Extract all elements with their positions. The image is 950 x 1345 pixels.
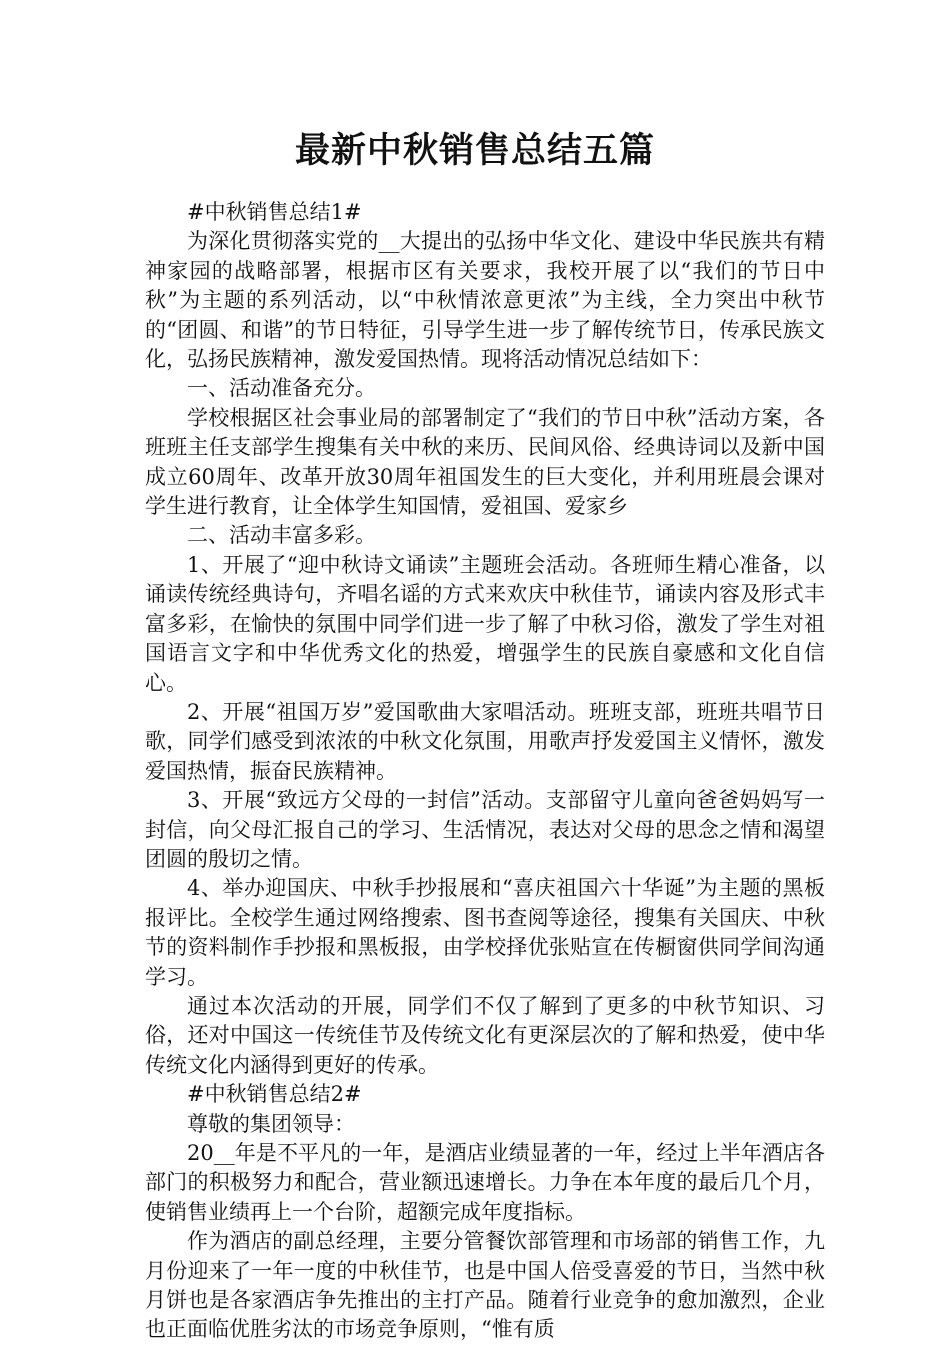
paragraph: 为深化贯彻落实党的__大提出的弘扬中华文化、建设中华民族共有精神家园的战略部署，根据市区有关要求，我校开展了以“我们的节日中秋”为主题的系列活动，以“中秋情浓意更浓”为主线，全力突出中秋节的“团圆、和谐”的节日特征，引导学生进一步了解传统节日，传承民族文化，弘扬民族精神，激发爱国热情。现将活动情况总结如下： (145, 229, 825, 372)
section-heading-2: #中秋销售总结2# (187, 1082, 362, 1107)
paragraph: 作为酒店的副总经理，主要分管餐饮部管理和市场部的销售工作，九月份迎来了一年一度的中秋佳节，也是中国人倍受喜爱的节日，当然中秋月饼也是各家酒店争先推出的主打产品。随着行业竞争的愈加激烈，企业也正面临优胜劣汰的市场竞争原则，“惟有质 (145, 1229, 825, 1342)
paragraph: 一、活动准备充分。 (187, 376, 376, 401)
salutation: 尊敬的集团领导： (187, 1111, 355, 1136)
paragraph: 通过本次活动的开展，同学们不仅了解到了更多的中秋节知识、习俗，还对中国这一传统佳节及传统文化有更深层次的了解和热爱，使中华传统文化内涵得到更好的传承。 (145, 993, 825, 1077)
document-title: 最新中秋销售总结五篇 (294, 131, 655, 171)
document-body (145, 198, 825, 1345)
paragraph: 20__年是不平凡的一年，是酒店业绩显著的一年，经过上半年酒店各部门的积极努力和配合，营业额迅速增长。力争在本年度的最后几个月，使销售业绩再上一个台阶，超额完成年度指标。 (145, 1141, 825, 1224)
paragraph: 2、开展“祖国万岁”爱国歌曲大家唱活动。班班支部，班班共唱节日歌，同学们感受到浓浓的中秋文化氛围，用歌声抒发爱国主义情怀，激发爱国热情，振奋民族精神。 (145, 699, 825, 783)
section-heading-1: #中秋销售总结1# (187, 200, 362, 224)
paragraph: 二、活动丰富多彩。 (187, 523, 376, 548)
paragraph: 3、开展“致远方父母的一封信”活动。支部留守儿童向爸爸妈妈写一封信，向父母汇报自己的学习、生活情况，表达对父母的思念之情和渴望团圆的殷切之情。 (145, 788, 825, 871)
paragraph: 4、举办迎国庆、中秋手抄报展和“喜庆祖国六十华诞”为主题的黑板报评比。全校学生通过网络搜索、图书查阅等途径，搜集有关国庆、中秋节的资料制作手抄报和黑板报，由学校择优张贴宣在传橱窗供同学间沟通学习。 (145, 876, 825, 989)
paragraph: 1、开展了“迎中秋诗文诵读”主题班会活动。各班师生精心准备，以诵读传统经典诗句，齐唱名谣的方式来欢庆中秋佳节，诵读内容及形式丰富多彩，在愉快的氛围中同学们进一步了解了中秋习俗，激发了学生对祖国语言文字和中华优秀文化的热爱，增强学生的民族自豪感和文化自信心。 (145, 552, 825, 695)
paragraph: 学校根据区社会事业局的部署制定了“我们的节日中秋”活动方案，各班班主任支部学生搜集有关中秋的来历、民间风俗、经典诗词以及新中国成立60周年、改革开放30周年祖国发生的巨大变化，并利用班晨会课对学生进行教育，让全体学生知国情，爱祖国、爱家乡 (145, 405, 825, 519)
